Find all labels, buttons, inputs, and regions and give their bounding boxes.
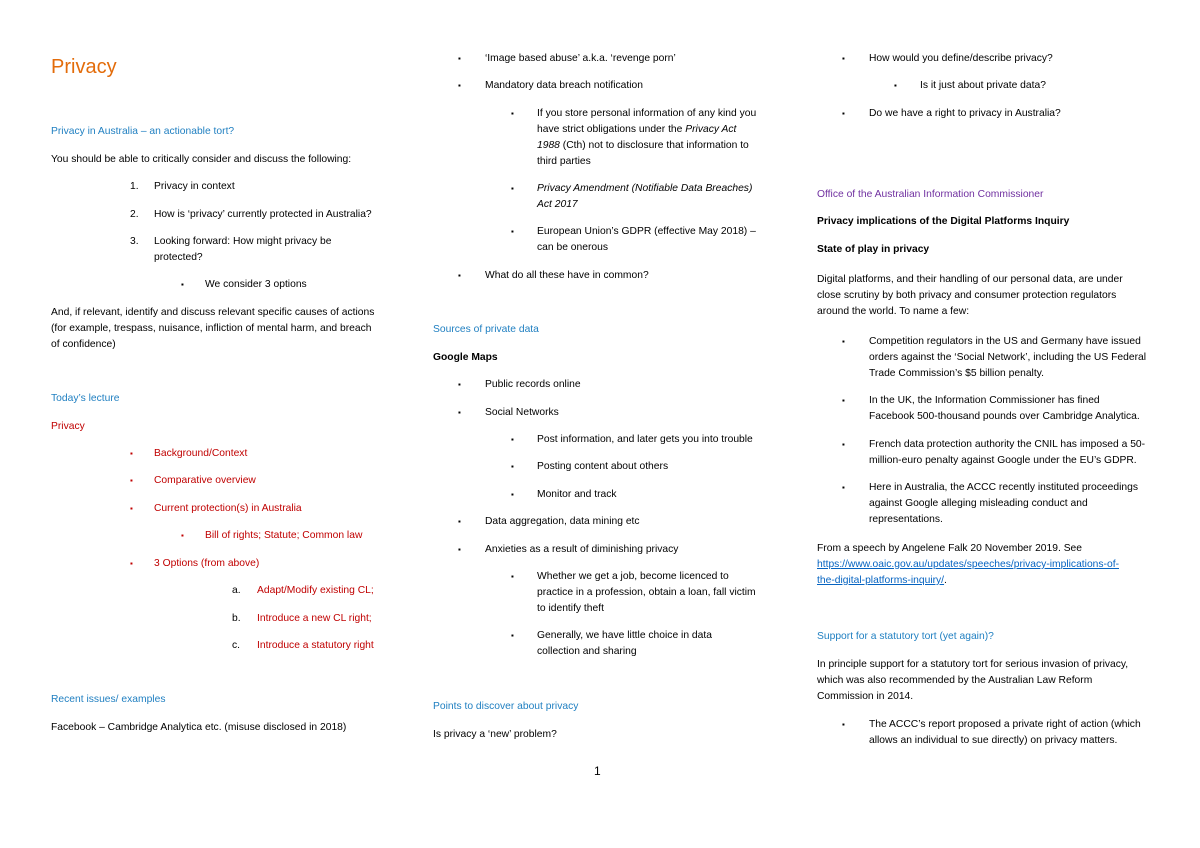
- sub-bullet-cont: practice in a profession, obtain a loan, fall victim: [537, 587, 756, 598]
- oaic-speech-link-cont[interactable]: the-digital-platforms-inquiry/: [817, 575, 945, 586]
- bullet-item: Public records online: [485, 379, 581, 390]
- sub-bullet-cont: third parties: [537, 156, 591, 167]
- bullet-icon: ▪: [842, 440, 845, 449]
- bullet-item: Competition regulators in the US and Germany have issued: [869, 336, 1141, 347]
- bullet-icon: ▪: [181, 280, 184, 289]
- sub-bullet: Post information, and later gets you into trouble: [537, 434, 753, 445]
- speech-link-line: [817, 557, 1119, 573]
- sub-bullet: European Union’s GDPR (effective May 2018) –: [537, 226, 756, 237]
- bullet-item: Here in Australia, the ACCC recently instituted proceedings: [869, 482, 1139, 493]
- bullet-icon: ▪: [511, 631, 514, 640]
- sub-bullet-cont: can be onerous: [537, 242, 608, 253]
- bullet-icon: ▪: [842, 337, 845, 346]
- option-letter: c.: [232, 640, 241, 651]
- sub-bullet: Whether we get a job, become licenced to: [537, 571, 729, 582]
- bullet-item: Social Networks: [485, 407, 559, 418]
- sub-bullet-cont: collection and sharing: [537, 646, 637, 657]
- page-number: 1: [594, 764, 601, 778]
- section-heading: Today’s lecture: [51, 393, 120, 404]
- bullet-icon: ▪: [842, 720, 845, 729]
- bullet-item: Do we have a right to privacy in Australia?: [869, 108, 1061, 119]
- bullet-item-cont: representations.: [869, 514, 943, 525]
- section-heading: Points to discover about privacy: [433, 701, 579, 712]
- bullet-item-cont: against Google alleging misleading conduct and: [869, 498, 1088, 509]
- list-item-cont: protected?: [154, 252, 203, 263]
- bullet-item-cont: million-euro penalty against Google under the EU’s GDPR.: [869, 455, 1137, 466]
- list-number: 3.: [130, 236, 139, 247]
- bullet-icon: ▪: [511, 435, 514, 444]
- sub-bullet-cont: to identify theft: [537, 603, 604, 614]
- bullet-item: Mandatory data breach notification: [485, 80, 643, 91]
- intro-text: You should be able to critically consider and discuss the following:: [51, 154, 352, 165]
- bullet-item: Data aggregation, data mining etc: [485, 516, 640, 527]
- bullet-icon: ▪: [842, 54, 845, 63]
- lecture-item: Current protection(s) in Australia: [154, 503, 302, 514]
- page-title: Privacy: [51, 56, 117, 78]
- sub-bullet: Generally, we have little choice in data: [537, 630, 712, 641]
- sub-bullet: Is it just about private data?: [920, 80, 1046, 91]
- paragraph-line: around the world. To name a few:: [817, 306, 970, 317]
- subheading: Google Maps: [433, 352, 498, 363]
- paragraph-line: Is privacy a ‘new’ problem?: [433, 729, 557, 740]
- list-item: Looking forward: How might privacy be: [154, 236, 332, 247]
- sub-bullet-cont: 1988 (Cth) not to disclosure that information to: [537, 140, 749, 151]
- subheading: State of play in privacy: [817, 244, 930, 255]
- oaic-speech-link[interactable]: https://www.oaic.gov.au/updates/speeches/privacy-implications-of-: [817, 559, 1119, 570]
- bullet-icon: ▪: [511, 227, 514, 236]
- option-item: Introduce a statutory right: [257, 640, 374, 651]
- bullet-item-cont: Facebook 500-thousand pounds over Cambridge Analytica.: [869, 411, 1140, 422]
- paragraph-line: In principle support for a statutory tort for serious invasion of privacy,: [817, 659, 1129, 670]
- list-number: 1.: [130, 181, 139, 192]
- bullet-item-cont: orders against the ‘Social Network’, including the US Federal: [869, 352, 1147, 363]
- bullet-item-cont: Trade Commission’s $5 billion penalty.: [869, 368, 1044, 379]
- bullet-item: French data protection authority the CNIL has imposed a 50-: [869, 439, 1146, 450]
- bullet-item-cont: allows an individual to sue directly) on privacy matters.: [869, 735, 1118, 746]
- bullet-icon: ▪: [458, 81, 461, 90]
- option-item: Adapt/Modify existing CL;: [257, 585, 374, 596]
- speech-source: From a speech by Angelene Falk 20 November 2019. See: [817, 543, 1083, 554]
- paragraph-line: Commission in 2014.: [817, 691, 914, 702]
- lecture-item: 3 Options (from above): [154, 558, 260, 569]
- bullet-icon: ▪: [458, 545, 461, 554]
- bullet-icon: ▪: [842, 483, 845, 492]
- section-heading: Privacy in Australia – an actionable tort?: [51, 126, 235, 137]
- lecture-item: Background/Context: [154, 448, 248, 459]
- sub-bullet: Monitor and track: [537, 489, 617, 500]
- list-item: Privacy in context: [154, 181, 235, 192]
- paragraph-line: of confidence): [51, 339, 116, 350]
- option-letter: b.: [232, 613, 241, 624]
- bullet-icon: ▪: [130, 476, 133, 485]
- lecture-item: Comparative overview: [154, 475, 256, 486]
- bullet-item: How would you define/describe privacy?: [869, 53, 1053, 64]
- bullet-icon: ▪: [511, 462, 514, 471]
- bullet-icon: ▪: [130, 449, 133, 458]
- bullet-icon: ▪: [842, 109, 845, 118]
- subheading: Privacy implications of the Digital Platforms Inquiry: [817, 216, 1070, 227]
- bullet-item: In the UK, the Information Commissioner has fined: [869, 395, 1100, 406]
- bullet-icon: ▪: [511, 184, 514, 193]
- bullet-item: What do all these have in common?: [485, 270, 649, 281]
- bullet-icon: ▪: [511, 572, 514, 581]
- bullet-icon: ▪: [458, 54, 461, 63]
- bullet-icon: ▪: [458, 408, 461, 417]
- bullet-icon: ▪: [511, 109, 514, 118]
- section-heading: Sources of private data: [433, 324, 539, 335]
- privacy-label: Privacy: [51, 421, 85, 432]
- sub-bullet-cont: Act 2017: [537, 199, 578, 210]
- paragraph-line: which was also recommended by the Australian Law Reform: [817, 675, 1093, 686]
- lecture-sub-item: Bill of rights; Statute; Common law: [205, 530, 363, 541]
- sub-bullet: If you store personal information of any kind you: [537, 108, 757, 119]
- paragraph-line: Facebook – Cambridge Analytica etc. (misuse disclosed in 2018): [51, 722, 347, 733]
- bullet-icon: ▪: [130, 559, 133, 568]
- bullet-icon: ▪: [842, 396, 845, 405]
- sub-bullet: Privacy Amendment (Notifiable Data Breaches): [537, 183, 753, 194]
- sub-bullet: We consider 3 options: [205, 279, 307, 290]
- list-item: How is ‘privacy’ currently protected in Australia?: [154, 209, 372, 220]
- bullet-icon: ▪: [458, 271, 461, 280]
- bullet-item: The ACCC’s report proposed a private right of action (which: [869, 719, 1141, 730]
- bullet-item: ‘Image based abuse’ a.k.a. ‘revenge porn’: [485, 53, 676, 64]
- option-letter: a.: [232, 585, 241, 596]
- section-heading: Office of the Australian Information Commissioner: [817, 189, 1044, 200]
- sub-bullet: Posting content about others: [537, 461, 669, 472]
- section-heading: Support for a statutory tort (yet again)?: [817, 631, 994, 642]
- paragraph-line: (for example, trespass, nuisance, infliction of mental harm, and breach: [51, 323, 372, 334]
- bullet-icon: ▪: [458, 380, 461, 389]
- bullet-icon: ▪: [181, 531, 184, 540]
- bullet-icon: ▪: [458, 517, 461, 526]
- list-number: 2.: [130, 209, 139, 220]
- bullet-icon: ▪: [894, 81, 897, 90]
- paragraph-line: Digital platforms, and their handling of our personal data, are under: [817, 274, 1123, 285]
- option-item: Introduce a new CL right;: [257, 613, 372, 624]
- bullet-icon: ▪: [130, 504, 133, 513]
- bullet-icon: ▪: [511, 490, 514, 499]
- section-heading: Recent issues/ examples: [51, 694, 166, 705]
- bullet-item: Anxieties as a result of diminishing privacy: [485, 544, 679, 555]
- paragraph-line: close scrutiny by both privacy and consumer protection regulators: [817, 290, 1117, 301]
- paragraph-line: And, if relevant, identify and discuss relevant specific causes of actions: [51, 307, 375, 318]
- speech-link-line: the-digital-platforms-inquiry/.: [817, 575, 947, 586]
- sub-bullet-cont: have strict obligations under the Privacy Act: [537, 124, 737, 135]
